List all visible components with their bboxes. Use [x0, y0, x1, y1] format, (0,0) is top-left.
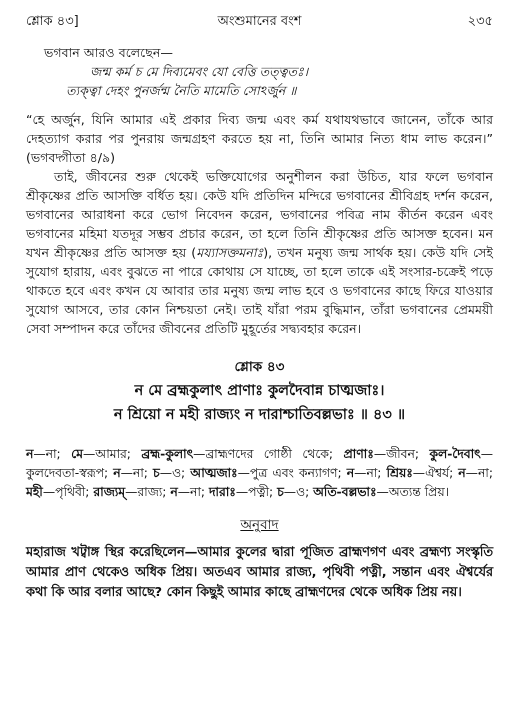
wbw-meaning: না;: [132, 466, 154, 480]
wbw-term: অতি-বল্লভাঃ: [313, 485, 377, 499]
wbw-term: ন: [26, 447, 34, 461]
purport-italic-term: ময্যাসক্তমনাঃ: [196, 245, 264, 260]
translation-text: মহারাজ খট্বাঙ্গ স্থির করেছিলেন—আমার কুলের দ্বারা পূজিত ব্রাহ্মণগণ এবং ব্রহ্মণ্য সংস্কৃতি আমার প্রাণ থেকেও অধিক প্রিয়। অতএব আমার রাজ্য, পৃথিবী পত্নী, সন্তান এবং ঐশ্বর্যের কথা কি আর বলার আছে? কোন কিছুই আমার কাছে ব্রাহ্মণদের থেকে অধিক প্রিয় নয়।: [26, 545, 493, 600]
verse-translation-quote: “হে অর্জুন, যিনি আমার এই প্রকার দিব্য জন্ম এবং কর্ম যথাযথভাবে জানেন, তাঁকে আর দেহত্যাগ করার পর পুনরায় জন্মগ্রহণ করতে হয় না, তিনি আমার নিত্য ধাম লাভ করেন।” (ভগবদ্গীতা ৪/৯): [26, 112, 493, 165]
wbw-term: মে: [71, 447, 83, 461]
purport-text-1: তাই, জীবনের শুরু থেকেই ভক্তিযোগের অনুশীলন করা উচিত, যার ফলে ভগবান শ্রীকৃষ্ণের প্রতি আসক্তি বর্ধিত হয়। কেউ যদি প্রতিদিন মন্দিরে ভগবানের শ্রীবিগ্রহ দর্শন করেন, ভগবানের আরাধনা করে ভোগ নিবেদন করেন, ভগবানের পবিত্র নাম কীর্তন করেন এবং ভগবানের মহিমা যতদূর সম্ভব প্রচার করেন, তা হলে তিনি শ্রীকৃষ্ণের প্রতি আসক্ত হবেন। মন যখন শ্রীকৃষ্ণের প্রতি আসক্ত হয় (: [26, 169, 493, 260]
wbw-meaning: না;: [45, 447, 72, 461]
wbw-meaning: রাজ্য;: [137, 485, 171, 499]
wbw-term: ন: [170, 485, 178, 499]
wbw-meaning: পুত্র এবং কন্যাগণ;: [249, 466, 347, 480]
wbw-term: ব্রহ্ম-কুলাৎ: [141, 447, 194, 461]
wbw-term: আত্মজাঃ: [190, 466, 238, 480]
wbw-meaning: ও;: [171, 466, 191, 480]
shloka-verse: [26, 379, 493, 427]
wbw-meaning: পত্নী;: [248, 485, 278, 499]
wbw-meaning: জীবন;: [386, 447, 430, 461]
wbw-meaning: ঐশ্বর্য;: [425, 466, 459, 480]
wbw-term: চ: [277, 485, 284, 499]
header-verse-ref: শ্লোক ৪৩]: [26, 14, 79, 29]
wbw-term: রাজ্যম্: [93, 485, 126, 499]
wbw-term: ন: [113, 466, 121, 480]
purport-paragraph: [26, 167, 493, 338]
wbw-meaning: ব্রাহ্মণদের গোষ্ঠী থেকে;: [205, 447, 344, 461]
wbw-meaning: কুলদেবতা-স্বরূপ;: [26, 466, 114, 480]
wbw-meaning: আমার;: [95, 447, 142, 461]
wbw-term: কুল-দৈবাৎ: [429, 447, 481, 461]
shloka-title: শ্লোক ৪৩: [234, 359, 285, 375]
header-page-number: ২৩৫: [467, 14, 493, 29]
page-header: [26, 12, 493, 34]
quoted-verse-line-1: জন্ম কর্ম চ মে দিব্যমেবং যো বেত্তি তত্ত্বতঃ।: [90, 64, 309, 79]
wbw-term: মহী: [26, 485, 43, 499]
translation-heading: অনুবাদ: [240, 517, 279, 533]
wbw-term: ন: [458, 466, 466, 480]
wbw-term: চ: [153, 466, 160, 480]
intro-line: ভগবান আরও বলেছেন—: [44, 45, 173, 60]
wbw-term: দারাঃ: [208, 485, 236, 499]
wbw-meaning: না;: [366, 466, 387, 480]
header-chapter-title: অংশুমানের বংশ: [217, 14, 302, 29]
wbw-term: ন: [346, 466, 355, 480]
shloka-line-2: ন শ্রিয়ো ন মহী রাজ্যং ন দারাশ্চাতিবল্লভাঃ ॥ ৪৩ ॥: [113, 407, 406, 423]
wbw-meaning: না;: [189, 485, 209, 499]
wbw-meaning: পৃথিবী;: [55, 485, 94, 499]
wbw-meaning: অত্যন্ত প্রিয়।: [388, 485, 449, 499]
wbw-term: প্রাণাঃ: [343, 447, 374, 461]
quoted-verse: [26, 62, 493, 100]
wbw-meaning: ও;: [296, 485, 314, 499]
word-by-word-meanings: ন—না; মে—আমার; ব্রহ্ম-কুলাৎ—ব্রাহ্মণদের গোষ্ঠী থেকে; প্রাণাঃ—জীবন; কুল-দৈবাৎ—কুলদেবতা-স্বরূপ; ন—না; চ—ও; আত্মজাঃ—পুত্র এবং কন্যাগণ; ন—না; শ্রিয়ঃ—ঐশ্বর্য; ন—না; মহী—পৃথিবী; রাজ্যম্—রাজ্য; ন—না; দারাঃ—পত্নী; চ—ও; অতি-বল্লভাঃ—অত্যন্ত প্রিয়।: [26, 447, 494, 499]
shloka-line-1: ন মে ব্রহ্মকুলাৎ প্রাণাঃ কুলদৈবান্ন চাত্মজাঃ।: [134, 383, 385, 399]
quoted-verse-line-2: ত্যক্ত্বা দেহং পুনর্জন্ম নৈতি মামেতি সোঽর্জুন ॥: [66, 83, 297, 98]
wbw-term: শ্রিয়ঃ: [386, 466, 413, 480]
wbw-meaning: না;: [477, 466, 493, 480]
purport-text-2: ), তখন মনুষ্য জন্ম সার্থক হয়। কেউ যদি সেই সুযোগ হারায়, এবং বুঝতে না পারে কোথায় সে যাচ্ছে, তা হলে তাকে এই সংসার-চক্রেই পড়ে থাকতে হবে এবং কখন যে আবার তার মনুষ্য জন্ম লাভ হবে ও ভগবানের কাছে ফিরে যাওয়ার সুযোগ আসবে, তার কোন নিশ্চয়তা নেই। তাই যাঁরা পরম বুদ্ধিমান, তাঁরা ভগবানের প্রেমময়ী সেবা সম্পাদন করে তাঁদের জীবনের প্রতিটি মুহূর্তের সদ্ব্যবহার করেন।: [26, 245, 493, 336]
